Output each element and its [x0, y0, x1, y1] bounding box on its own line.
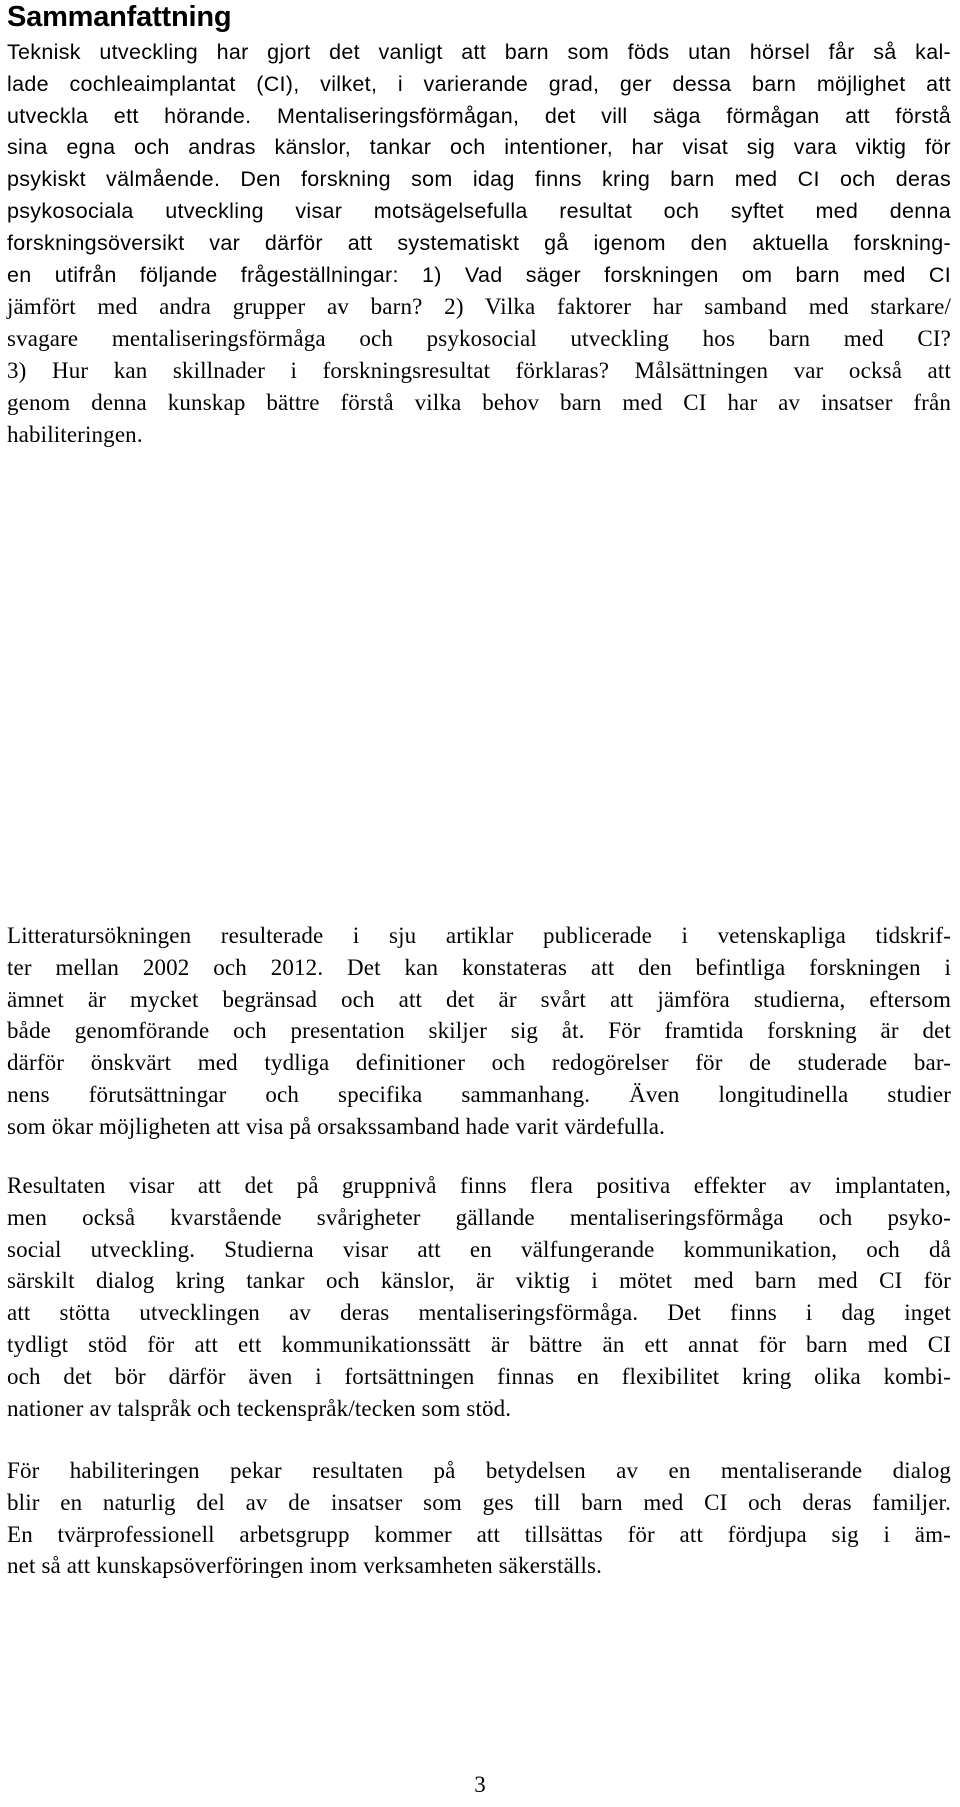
text-line: blir en naturlig del av de insatser som ges till barn med CI och deras familjer. — [7, 1489, 951, 1515]
text-line: ter mellan 2002 och 2012. Det kan konstateras att den befintliga forskningen i — [7, 954, 951, 980]
text-line: jämfört med andra grupper av barn? 2) Vilka faktorer har samband med starkare/ — [7, 294, 951, 320]
page-number: 3 — [474, 1772, 486, 1797]
text-line: särskilt dialog kring tankar och känslor, är viktig i mötet med barn med CI för — [7, 1268, 951, 1294]
text-line: både genomförande och presentation skiljer sig åt. För framtida forskning är det — [7, 1018, 951, 1044]
text-line: som ökar möjligheten att visa på orsakssamband hade varit värdefulla. — [7, 1113, 665, 1139]
text-line: nens förutsättningar och specifika sammanhang. Även longitudinella studier — [7, 1081, 951, 1107]
text-line: psykiskt välmående. Den forskning som idag finns kring barn med CI och deras — [7, 167, 951, 192]
text-line: En tvärprofessionell arbetsgrupp kommer att tillsättas för att fördjupa sig i äm- — [7, 1521, 951, 1547]
text-line: en utifrån följande frågeställningar: 1) Vad säger forskningen om barn med CI — [7, 262, 951, 287]
text-line: 3) Hur kan skillnader i forskningsresultat förklaras? Målsättningen var också att — [7, 357, 951, 383]
text-line: sina egna och andras känslor, tankar och intentioner, har visat sig vara viktig för — [7, 135, 951, 160]
text-line: Litteratursökningen resulterade i sju artiklar publicerade i vetenskapliga tidskrif- — [7, 923, 951, 948]
summary-paragraph-3 — [7, 1170, 951, 1424]
text-line: svagare mentaliseringsförmåga och psykosocial utveckling hos barn med CI? — [7, 326, 951, 352]
text-line: nationer av talspråk och teckenspråk/tecken som stöd. — [7, 1395, 512, 1421]
text-line: men också kvarstående svårigheter gällande mentaliseringsförmåga och psyko- — [7, 1204, 951, 1230]
text-line: habiliteringen. — [7, 421, 143, 447]
text-line: därför önskvärt med tydliga definitioner och redogörelser för de studerade bar- — [7, 1050, 951, 1076]
text-line: net så att kunskapsöverföringen inom verksamheten säkerställs. — [7, 1553, 603, 1579]
text-line: För habiliteringen pekar resultaten på betydelsen av en mentaliserande dialog — [7, 1458, 951, 1483]
summary-paragraph-1 — [7, 37, 951, 450]
text-line: att stötta utvecklingen av deras mentaliseringsförmåga. Det finns i dag inget — [7, 1300, 951, 1326]
summary-paragraph-4 — [7, 1455, 951, 1582]
text-line: Teknisk utveckling har gjort det vanligt att barn som föds utan hörsel får så kal- — [7, 40, 951, 64]
text-line: ämnet är mycket begränsad och att det är svårt att jämföra studierna, eftersom — [7, 986, 951, 1012]
summary-paragraph-2 — [7, 920, 951, 1143]
text-line: utveckla ett hörande. Mentaliseringsförmågan, det vill säga förmågan att förstå — [7, 103, 951, 128]
text-line: tydligt stöd för att ett kommunikationssätt är bättre än ett annat för barn med CI — [7, 1331, 951, 1357]
text-line: forskningsöversikt var därför att systematiskt gå igenom den aktuella forskning- — [7, 230, 951, 255]
text-line: psykosociala utveckling visar motsägelsefulla resultat och syftet med denna — [7, 198, 951, 223]
text-line: och det bör därför även i fortsättningen finnas en flexibilitet kring olika kombi- — [7, 1363, 951, 1389]
page-title: Sammanfattning — [7, 1, 232, 33]
text-line: social utveckling. Studierna visar att en välfungerande kommunikation, och då — [7, 1236, 951, 1262]
text-line: lade cochleaimplantat (CI), vilket, i varierande grad, ger dessa barn möjlighet att — [7, 71, 951, 96]
text-line: Resultaten visar att det på gruppnivå finns flera positiva effekter av implantaten, — [7, 1173, 951, 1198]
text-line: genom denna kunskap bättre förstå vilka behov barn med CI har av insatser från — [7, 389, 951, 415]
